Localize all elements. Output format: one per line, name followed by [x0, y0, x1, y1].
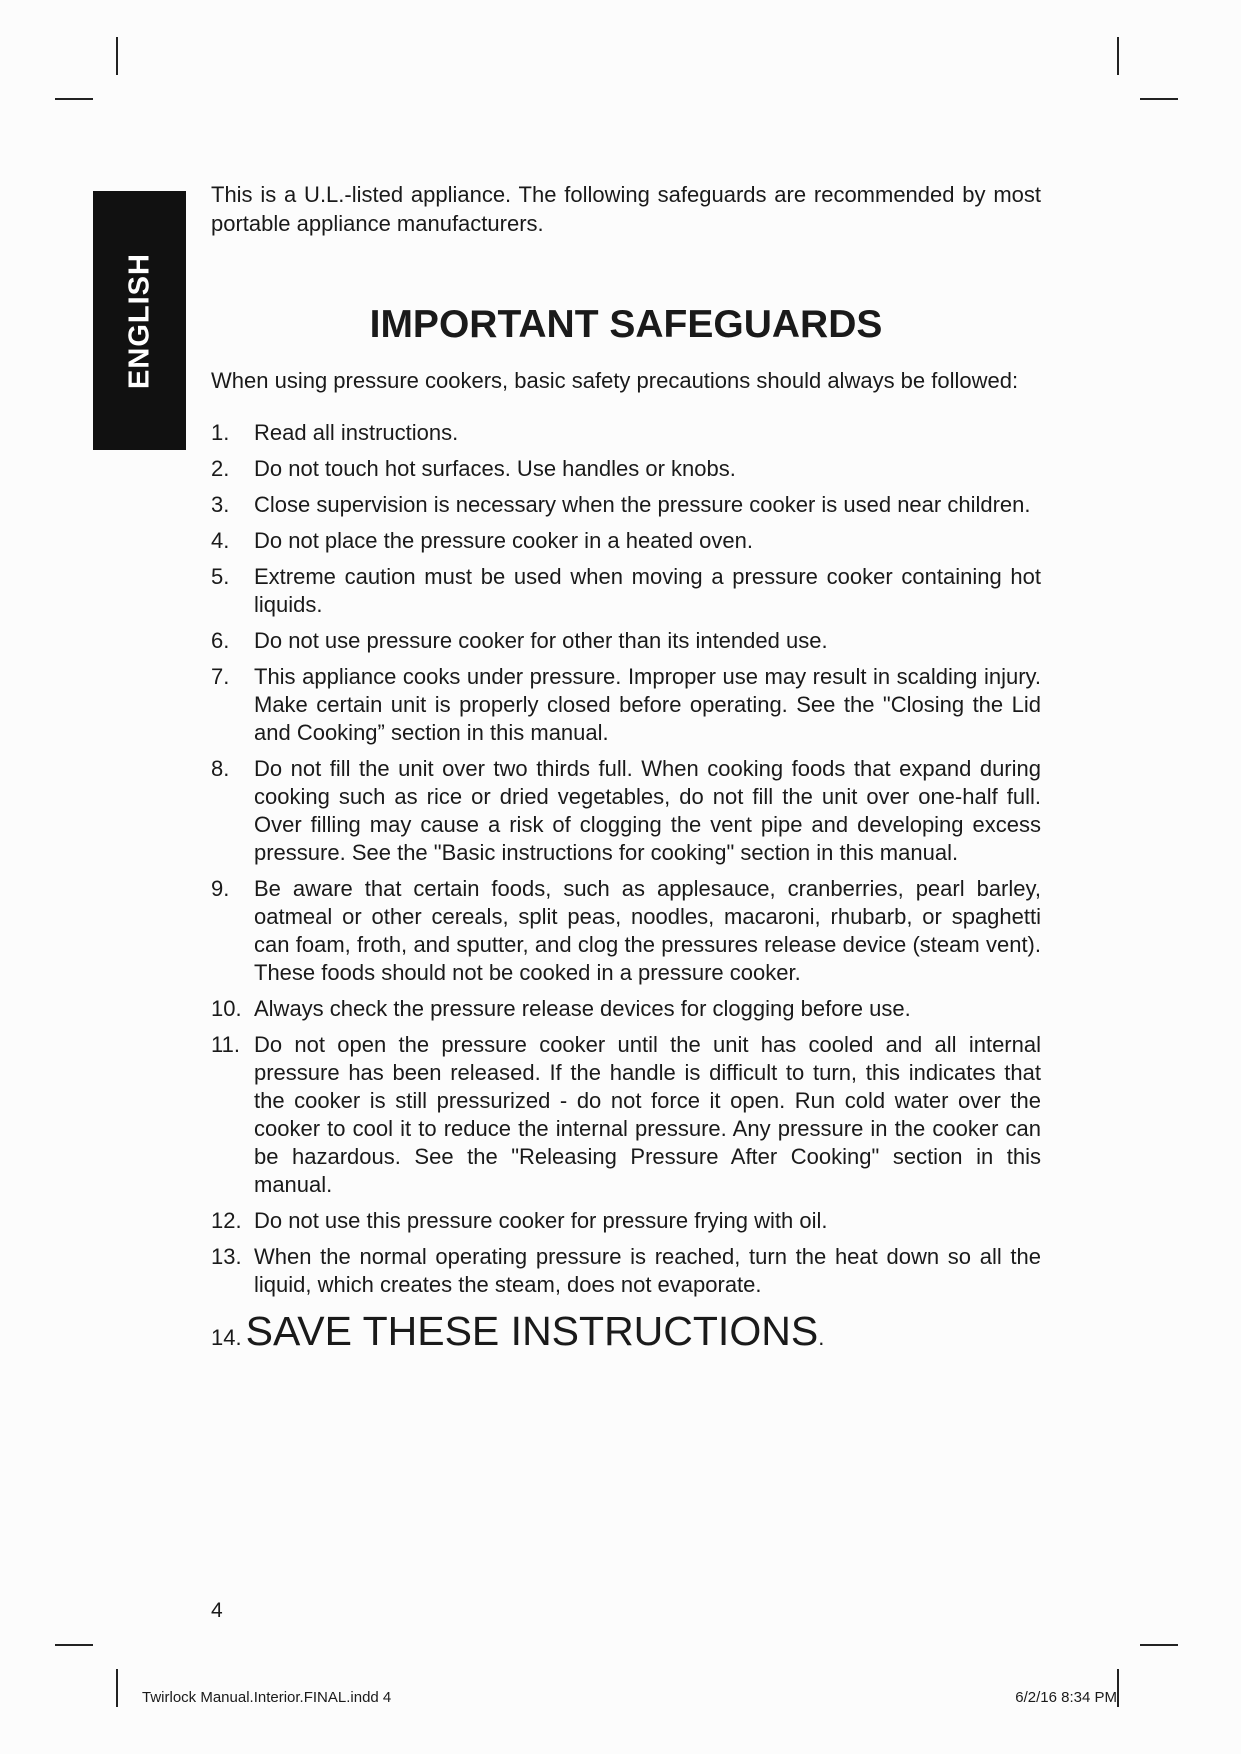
lead-paragraph: When using pressure cookers, basic safety precautions should always be followed:: [211, 368, 1019, 393]
crop-mark-top-right: [1117, 37, 1119, 75]
list-item-text: Do not fill the unit over two thirds full. When cooking foods that expand during cooking such as rice or dried vegetables, do not fill the unit over one-half full. Over filling may cause a risk of clogging the vent pipe and developing excess pressure. See the "Basic instructions for cooking" section in this manual.: [254, 756, 1041, 865]
list-item-text: Do not use pressure cooker for other than its intended use.: [254, 628, 828, 653]
intro-paragraph: This is a U.L.-listed appliance. The following safeguards are recommended by most portable appliance manufacturers.: [211, 182, 1041, 236]
list-item: [211, 455, 1041, 483]
list-item-number: 3.: [211, 492, 230, 517]
list-item-number: 10.: [211, 996, 242, 1021]
list-item: [211, 875, 1041, 987]
language-tab: [93, 191, 186, 450]
crop-mark-bottom-right-horizontal: [1140, 1644, 1178, 1646]
list-item-text: Do not touch hot surfaces. Use handles or knobs.: [254, 456, 736, 481]
list-item-number: 7.: [211, 664, 230, 689]
print-slug-datetime: 6/2/16 8:34 PM: [1015, 1689, 1117, 1706]
list-item-number: 9.: [211, 876, 230, 901]
list-item-text: Read all instructions.: [254, 420, 459, 445]
list-item: [211, 627, 1041, 655]
list-item-text: Do not place the pressure cooker in a heated oven.: [254, 528, 753, 553]
list-item: [211, 491, 1041, 519]
list-item-number: 6.: [211, 628, 230, 653]
list-item-number: 8.: [211, 756, 230, 781]
save-instructions-number: 14.: [211, 1325, 242, 1350]
list-item: [211, 1031, 1041, 1199]
list-item-number: 11.: [211, 1032, 240, 1057]
safeguards-list: [211, 419, 1041, 1299]
list-item-number: 4.: [211, 528, 230, 553]
list-item: [211, 663, 1041, 747]
crop-mark-top-left-horizontal: [55, 98, 93, 100]
save-instructions-text: SAVE THESE INSTRUCTIONS: [245, 1308, 819, 1354]
list-item-number: 5.: [211, 564, 230, 589]
list-item: [211, 1207, 1041, 1235]
list-item-text: When the normal operating pressure is reached, turn the heat down so all the liquid, which creates the steam, does not evaporate.: [254, 1244, 1041, 1297]
list-item-text: Do not use this pressure cooker for pressure frying with oil.: [254, 1208, 828, 1233]
list-item-number: 1.: [211, 420, 230, 445]
crop-mark-bottom-left-horizontal: [55, 1644, 93, 1646]
main-content: [211, 180, 1041, 1355]
list-item-number: 2.: [211, 456, 230, 481]
list-item-number: 13.: [211, 1244, 242, 1269]
list-item: [211, 995, 1041, 1023]
list-item: [211, 527, 1041, 555]
list-item: [211, 1243, 1041, 1299]
save-instructions-line: [211, 1307, 1041, 1355]
list-item-text: Do not open the pressure cooker until the unit has cooled and all internal pressure has been released. If the handle is difficult to turn, this indicates that the cooker is still pressurized - do not force it open. Run cold water over the cooker to cool it to reduce the internal pressure. Any pressure in the cooker can be hazardous. See the "Releasing Pressure After Cooking" section in this manual.: [254, 1032, 1041, 1197]
list-item: [211, 755, 1041, 867]
list-item-number: 12.: [211, 1208, 242, 1233]
list-item-text: Always check the pressure release devices for clogging before use.: [254, 996, 911, 1021]
list-item-text: Be aware that certain foods, such as applesauce, cranberries, pearl barley, oatmeal or other cereals, split peas, noodles, macaroni, rhubarb, or spaghetti can foam, froth, and sputter, and clog the pressures release device (steam vent). These foods should not be cooked in a pressure cooker.: [254, 876, 1041, 985]
language-tab-label: ENGLISH: [123, 252, 155, 389]
crop-mark-bottom-left: [116, 1669, 118, 1707]
page-title: IMPORTANT SAFEGUARDS: [369, 303, 883, 346]
crop-mark-top-right-horizontal: [1140, 98, 1178, 100]
page-number: 4: [211, 1599, 223, 1622]
list-item: [211, 419, 1041, 447]
print-slug-filename: Twirlock Manual.Interior.FINAL.indd 4: [142, 1689, 392, 1706]
list-item-text: This appliance cooks under pressure. Improper use may result in scalding injury. Make certain unit is properly closed before operating. See the "Closing the Lid and Cooking” section in this manual.: [254, 664, 1041, 745]
crop-mark-top-left: [116, 37, 118, 75]
crop-mark-bottom-right: [1117, 1669, 1119, 1707]
list-item-text: Extreme caution must be used when moving a pressure cooker containing hot liquids.: [254, 564, 1041, 617]
list-item-text: Close supervision is necessary when the pressure cooker is used near children.: [254, 492, 1031, 517]
save-instructions-period: .: [818, 1325, 825, 1350]
list-item: [211, 563, 1041, 619]
